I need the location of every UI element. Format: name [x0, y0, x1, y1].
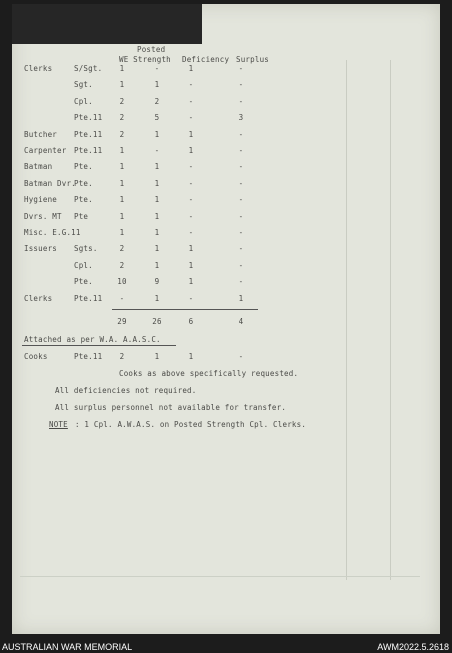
footer-bar [0, 640, 452, 653]
row-deficiency: 1 [188, 129, 194, 139]
header-posted: Posted [137, 45, 166, 54]
attached-category: Cooks [24, 352, 48, 361]
row-posted: 2 [154, 96, 160, 106]
document-page [12, 4, 440, 634]
row-category: Clerks [24, 293, 53, 303]
row-rank: S/Sgt. [74, 64, 103, 73]
row-category: Dvrs. MT [24, 211, 62, 221]
row-deficiency: - [188, 195, 194, 205]
row-deficiency: 1 [188, 277, 194, 287]
row-posted: 1 [154, 178, 160, 188]
row-posted: 1 [154, 228, 160, 237]
row-rank: Pte. [74, 162, 93, 172]
row-we-strength: 10 [117, 277, 127, 287]
row-surplus: - [238, 277, 244, 287]
row-surplus: - [238, 96, 244, 106]
row-surplus: - [238, 162, 244, 172]
row-posted: 9 [154, 277, 160, 287]
row-surplus: - [238, 64, 244, 73]
row-deficiency: - [188, 228, 194, 237]
total-deficiency: 6 [188, 317, 194, 326]
note-cooks: Cooks as above specifically requested. [119, 369, 299, 378]
row-rank: Pte. [74, 178, 93, 188]
footer-accession-number: AWM2022.5.2618 [377, 642, 449, 652]
row-surplus: - [238, 195, 244, 205]
row-surplus: 3 [238, 113, 244, 123]
row-deficiency: 1 [188, 244, 194, 254]
attached-we: 2 [119, 352, 125, 361]
row-rank: Pte. [74, 277, 93, 287]
row-we-strength: 2 [119, 244, 125, 254]
row-posted: 1 [154, 129, 160, 139]
row-we-strength: 1 [119, 195, 125, 205]
row-we-strength: - [119, 293, 125, 303]
row-surplus: - [238, 244, 244, 254]
row-category: Misc. E.G.11 [24, 228, 81, 237]
row-we-strength: 1 [119, 178, 125, 188]
row-posted: 1 [154, 80, 160, 90]
row-category: Carpenter [24, 146, 67, 155]
row-deficiency: 1 [188, 146, 194, 155]
row-deficiency: - [188, 96, 194, 106]
row-posted: 1 [154, 162, 160, 172]
row-rank: Pte.11 [74, 146, 103, 155]
total-we: 29 [117, 317, 127, 326]
header-we-strength: WE Strength [119, 55, 171, 64]
row-rank: Sgts. [74, 244, 98, 254]
row-surplus: 1 [238, 293, 244, 303]
row-rank: Cpl. [74, 96, 93, 106]
row-we-strength: 1 [119, 64, 125, 73]
row-deficiency: 1 [188, 64, 194, 73]
row-posted: 1 [154, 195, 160, 205]
row-rank: Sgt. [74, 80, 93, 90]
header-deficiency: Deficiency [182, 55, 230, 64]
row-deficiency: - [188, 178, 194, 188]
row-rank: Pte. [74, 195, 93, 205]
note-text: : 1 Cpl. A.W.A.S. on Posted Strength Cpl. Clerks. [75, 420, 307, 429]
row-surplus: - [238, 260, 244, 270]
row-posted: - [154, 146, 160, 155]
row-posted: 1 [154, 260, 160, 270]
row-surplus: - [238, 178, 244, 188]
row-we-strength: 1 [119, 228, 125, 237]
row-surplus: - [238, 146, 244, 155]
row-line [20, 576, 420, 577]
row-we-strength: 1 [119, 162, 125, 172]
row-surplus: - [238, 80, 244, 90]
row-rank: Cpl. [74, 260, 93, 270]
row-surplus: - [238, 228, 244, 237]
row-we-strength: 1 [119, 211, 125, 221]
column-line [346, 60, 347, 580]
footer-source: AUSTRALIAN WAR MEMORIAL [2, 642, 133, 652]
row-surplus: - [238, 129, 244, 139]
row-category: Issuers [24, 244, 58, 254]
row-posted: - [154, 64, 160, 73]
row-we-strength: 1 [119, 80, 125, 90]
row-we-strength: 2 [119, 113, 125, 123]
attached-rank: Pte.11 [74, 352, 103, 361]
row-category: Hygiene [24, 195, 58, 205]
row-posted: 1 [154, 244, 160, 254]
row-deficiency: - [188, 80, 194, 90]
row-rank: Pte [74, 211, 89, 221]
total-posted: 26 [152, 317, 162, 326]
total-rule [112, 309, 258, 310]
row-rank: Pte.11 [74, 113, 103, 123]
row-surplus: - [238, 211, 244, 221]
row-category: Butcher [24, 129, 58, 139]
row-posted: 1 [154, 293, 160, 303]
header-surplus: Surplus [236, 55, 270, 64]
row-deficiency: - [188, 162, 194, 172]
row-rank: Pte.11 [74, 293, 103, 303]
row-deficiency: - [188, 293, 194, 303]
column-line [390, 60, 391, 580]
note-label: NOTE [49, 420, 68, 429]
row-posted: 5 [154, 113, 160, 123]
attached-surplus: - [238, 352, 244, 361]
note-surplus: All surplus personnel not available for transfer. [55, 403, 287, 412]
row-posted: 1 [154, 211, 160, 221]
total-surplus: 4 [238, 317, 244, 326]
row-we-strength: 2 [119, 260, 125, 270]
attached-label: Attached as per W.A. A.A.S.C. [24, 335, 161, 344]
note-deficiencies: All deficiencies not required. [55, 386, 197, 395]
row-we-strength: 1 [119, 146, 125, 155]
row-deficiency: - [188, 211, 194, 221]
row-we-strength: 2 [119, 129, 125, 139]
row-we-strength: 2 [119, 96, 125, 106]
row-rank: Pte.11 [74, 129, 103, 139]
attached-deficiency: 1 [188, 352, 194, 361]
attached-underline [22, 345, 176, 346]
row-category: Batman Dvr. [24, 178, 76, 188]
row-deficiency: - [188, 113, 194, 123]
attached-posted: 1 [154, 352, 160, 361]
row-category: Clerks [24, 64, 53, 73]
row-deficiency: 1 [188, 260, 194, 270]
row-category: Batman [24, 162, 53, 172]
